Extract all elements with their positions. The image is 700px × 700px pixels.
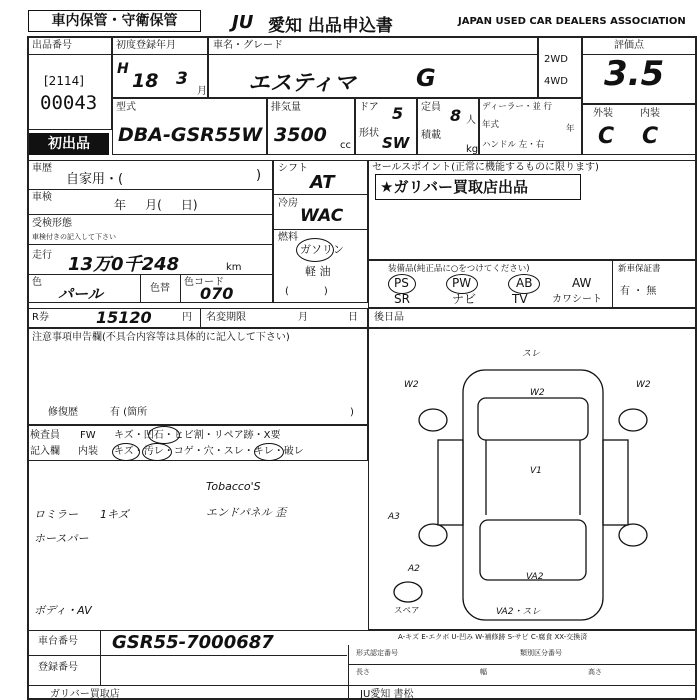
cert-label-2: 類別区分番号 bbox=[520, 649, 562, 657]
new-car-warranty-value: 有 ・ 無 bbox=[620, 286, 657, 297]
damage-mark-front: スレ bbox=[522, 349, 541, 359]
shift-label: シフト bbox=[278, 163, 308, 174]
length-label: 長さ bbox=[356, 668, 370, 676]
exterior-grade: C bbox=[598, 124, 615, 149]
ac-value: WAC bbox=[300, 206, 344, 226]
mileage-unit: km bbox=[226, 262, 242, 273]
registration-label: 初度登録年月 bbox=[116, 40, 176, 51]
chassis-label: 車台番号 bbox=[38, 636, 78, 647]
damage-mark-va2: VA2 bbox=[526, 572, 544, 582]
color-code-label: 色コード bbox=[184, 277, 224, 288]
displacement-label: 排気量 bbox=[271, 102, 301, 113]
equip-aw: AW bbox=[572, 276, 592, 290]
form-title: 愛知 出品申込書 bbox=[268, 16, 393, 36]
damage-mark-va2-wear: VA2・スレ bbox=[496, 607, 541, 617]
name-change-month: 月 bbox=[298, 312, 308, 323]
inspector-label-2: 記入欄 bbox=[30, 446, 60, 457]
usage-close: ) bbox=[256, 168, 262, 183]
displacement-unit: cc bbox=[340, 140, 351, 151]
damage-mark-w2-left: W2 bbox=[404, 380, 419, 390]
color-change-label: 色替 bbox=[150, 283, 170, 294]
fuel-diesel: 軽 油 bbox=[305, 265, 331, 278]
shift-value: AT bbox=[310, 172, 335, 193]
after-label: 後日品 bbox=[374, 312, 404, 323]
usage-value: 自家用・( bbox=[66, 172, 124, 187]
ac-label: 冷房 bbox=[278, 198, 298, 209]
transfer-label: 受検形態 bbox=[32, 218, 72, 229]
damage-mark-w2-right: W2 bbox=[636, 380, 651, 390]
association-name: JAPAN USED CAR DEALERS ASSOCIATION bbox=[458, 16, 686, 27]
chassis-value: GSR55-7000687 bbox=[112, 632, 274, 653]
registration-no-label: 登録番号 bbox=[38, 662, 78, 673]
mileage-label: 走行 bbox=[32, 250, 52, 261]
exterior-label: 外装 bbox=[593, 108, 613, 119]
capacity-label: 定員 bbox=[421, 102, 441, 113]
equip-ab: AB bbox=[516, 276, 533, 290]
capacity-value: 8 bbox=[450, 106, 462, 125]
drive-2wd: 2WD bbox=[544, 54, 568, 65]
fuel-label: 燃料 bbox=[278, 232, 298, 243]
repair-value: 有 (箇所 bbox=[110, 407, 148, 418]
equip-navi: ナビ bbox=[452, 292, 477, 306]
recycle-block bbox=[27, 308, 368, 328]
color-value: パール bbox=[58, 285, 103, 303]
mileage-value: 13万0千248 bbox=[68, 254, 180, 275]
height-label: 高さ bbox=[588, 668, 602, 676]
equip-sr: SR bbox=[394, 292, 410, 306]
damage-mark-a3: A3 bbox=[388, 512, 400, 522]
grade-score-label: 評価点 bbox=[614, 40, 644, 51]
shape-label: 形状 bbox=[359, 128, 379, 139]
load-label: 積載 bbox=[421, 130, 441, 141]
fw-items: キズ・凹石・ヒビ割・リペア跡・X要 bbox=[114, 430, 281, 441]
equip-power-seat: カワシート bbox=[552, 294, 602, 305]
recycle-unit: 円 bbox=[182, 312, 192, 323]
sales-point-stamp bbox=[375, 174, 581, 200]
model-code: DBA-GSR55W bbox=[118, 124, 263, 146]
color-label: 色 bbox=[32, 277, 42, 288]
fuel-gas: ガソリン bbox=[300, 243, 344, 256]
inspector-label-1: 検査員 bbox=[30, 430, 60, 441]
handwritten-end-panel: エンドパネル 歪 bbox=[206, 506, 287, 519]
handwritten-tobacco: Tobacco'S bbox=[206, 480, 261, 493]
first-listing-text: 初出品 bbox=[48, 136, 90, 152]
dealer-label: ディーラー・並 行 bbox=[482, 102, 553, 112]
recycle-amount: 15120 bbox=[96, 308, 152, 327]
registration-era: H bbox=[117, 61, 129, 77]
ab-circle bbox=[508, 274, 540, 294]
int-label: 内装 bbox=[78, 446, 98, 457]
footer-dealer: ガリバー買取店 bbox=[50, 689, 120, 700]
fuel-paren: ( ) bbox=[285, 286, 328, 297]
repair-close: ) bbox=[350, 407, 354, 418]
interior-label: 内装 bbox=[640, 108, 660, 119]
new-car-warranty-label: 新車保証書 bbox=[618, 264, 661, 274]
registration-month: 3 bbox=[176, 69, 188, 89]
lot-sub-number: [2114] bbox=[44, 74, 84, 88]
year-label: 年式 bbox=[482, 120, 500, 130]
footer-assoc: JU愛知 書松 bbox=[360, 689, 414, 700]
int-scratch-circle bbox=[112, 443, 140, 461]
car-name-label: 車名・グレード bbox=[213, 40, 283, 51]
capacity-unit: 人 bbox=[466, 115, 476, 126]
cert-label-1: 形式認定番号 bbox=[356, 649, 398, 657]
org-logo bbox=[232, 12, 253, 33]
drive-4wd: 4WD bbox=[544, 76, 568, 87]
handwritten-mirror: ロミラー bbox=[34, 508, 78, 521]
doors-value: 5 bbox=[392, 104, 404, 123]
width-label: 幅 bbox=[480, 668, 487, 676]
registration-year: 18 bbox=[132, 70, 159, 92]
notes-title: 注意事項申告欄(不具合内容等は具体的に記入して下さい) bbox=[32, 332, 290, 343]
drive-cell bbox=[538, 36, 582, 98]
storage-label bbox=[28, 10, 201, 32]
inspection-value: 年 月( 日) bbox=[114, 198, 198, 212]
handwritten-scratch: 1キズ bbox=[100, 508, 129, 521]
handwritten-bottom: ボディ・AV bbox=[34, 604, 92, 617]
repair-label: 修復歴 bbox=[48, 407, 78, 418]
name-change-label: 名変期限 bbox=[206, 312, 246, 323]
ps-circle bbox=[388, 274, 416, 294]
name-change-day: 日 bbox=[348, 312, 358, 323]
storage-text: 車内保管・守衛保管 bbox=[51, 13, 178, 29]
equip-tv: TV bbox=[512, 292, 528, 306]
interior-grade: C bbox=[642, 124, 659, 149]
damage-mark-a2: A2 bbox=[408, 564, 420, 574]
car-grade: G bbox=[416, 64, 436, 92]
pw-circle bbox=[446, 274, 478, 294]
registration-month-unit: 月 bbox=[197, 86, 207, 97]
usage-label: 車歴 bbox=[32, 163, 52, 174]
equip-pw: PW bbox=[452, 276, 472, 290]
sales-point-stamp-text: ★ガリバー買取店出品 bbox=[380, 178, 528, 196]
car-name: エスティマ bbox=[248, 71, 356, 96]
damage-mark-v1: V1 bbox=[530, 466, 542, 476]
lot-label: 出品番号 bbox=[32, 40, 72, 51]
sales-point-label: セールスポイント(正常に機能するものに限ります) bbox=[372, 162, 599, 173]
color-code-value: 070 bbox=[200, 284, 234, 303]
shape-value: SW bbox=[382, 134, 410, 152]
doors-label: ドア bbox=[359, 102, 379, 113]
handwritten-hose: ホースパー bbox=[34, 532, 89, 545]
logo-text: JU bbox=[232, 12, 254, 33]
int-wear-circle bbox=[254, 443, 284, 461]
model-label: 型式 bbox=[116, 102, 136, 113]
int-dirt-circle bbox=[142, 443, 172, 461]
transfer-note: 車検付きの記入して下さい bbox=[32, 233, 116, 241]
damage-mark-w2-center: W2 bbox=[530, 388, 545, 398]
lot-number: 00043 bbox=[40, 92, 98, 114]
after-block bbox=[368, 308, 697, 328]
equipment-label: 装備品(純正品に○をつけてください) bbox=[388, 264, 530, 274]
equip-ps: PS bbox=[394, 276, 409, 290]
fw-label: FW bbox=[80, 430, 96, 441]
handle-label: ハンドル 左・右 bbox=[482, 140, 545, 150]
int-items: キズ・汚レ・コゲ・穴・スレ・キレ・破レ bbox=[114, 446, 304, 457]
grade-score: 3.5 bbox=[604, 54, 665, 94]
fw-stone-circle bbox=[148, 426, 180, 444]
load-unit: kg bbox=[466, 144, 479, 155]
spare-label: スペア bbox=[394, 606, 420, 616]
inspection-label: 車検 bbox=[32, 192, 52, 203]
first-listing-badge bbox=[29, 133, 109, 155]
damage-legend: A-キズ E-エクボ U-凹み W-補修跡 S-サビ C-腐食 XX-交換済 bbox=[398, 633, 588, 641]
year-unit: 年 bbox=[566, 124, 575, 134]
recycle-label: R券 bbox=[32, 312, 49, 323]
fuel-gas-circle bbox=[296, 238, 334, 262]
displacement-value: 3500 bbox=[274, 124, 327, 146]
